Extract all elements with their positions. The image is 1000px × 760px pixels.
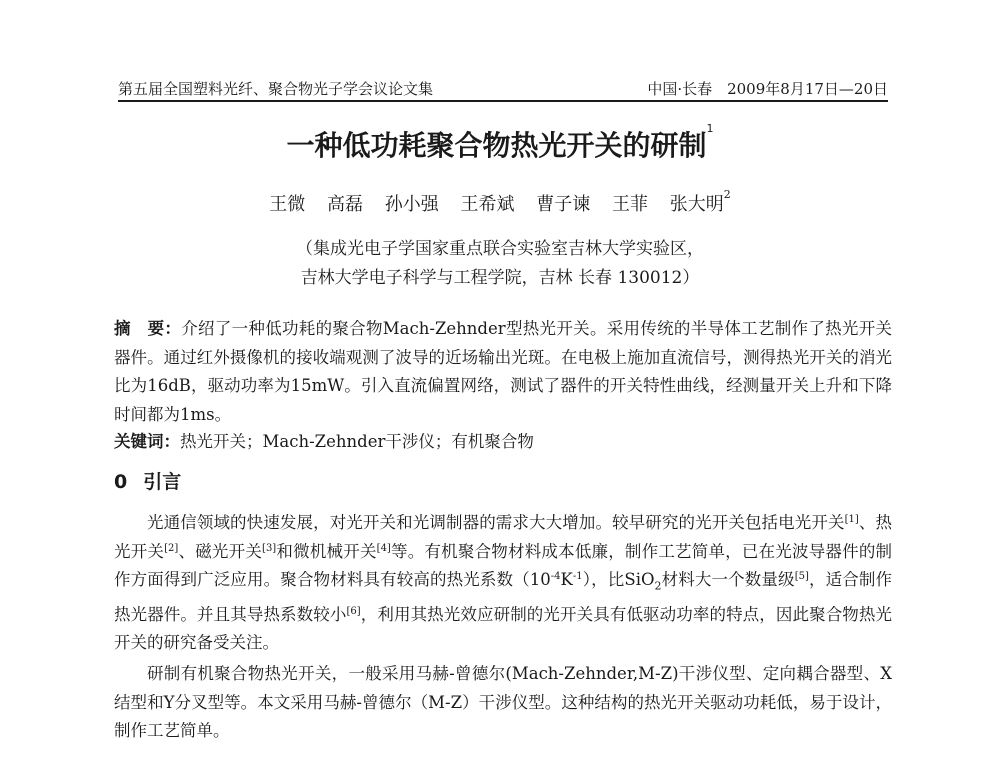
abstract-text: 介绍了一种低功耗的聚合物Mach-Zehnder型热光开关。采用传统的半导体工艺制作了热光开关器件。通过红外摄像机的接收端观测了波导的近场输出光斑。在电极上施加直流信号，测得热光开关的消光比为16dB，驱动功率为15mW。引入直流偏置网络，测试了器件的开关特性曲线，经测量开关上升和下降时间都为1ms。 xyxy=(114,319,893,424)
title-footnote-mark: 1 xyxy=(706,122,714,135)
subscript: 2 xyxy=(654,579,662,593)
text-run: 光通信领域的快速发展，对光开关和光调制器的需求大大增加。较早研究的光开关包括电光开关 xyxy=(147,513,845,532)
author-list xyxy=(0,190,1000,216)
text-run: 、磁光开关 xyxy=(178,541,263,561)
author: 孙小强 xyxy=(384,194,439,215)
keywords xyxy=(114,428,892,457)
author: 王微 xyxy=(269,194,306,215)
citation: [6] xyxy=(346,605,361,617)
text-run: ），比SiO xyxy=(582,570,655,589)
affiliation-line-1: （集成光电子学国家重点联合实验室吉林大学实验区， xyxy=(296,239,704,259)
header-location-date: 中国·长春 2009年8月17日—20日 xyxy=(647,80,888,98)
author-with-mark xyxy=(669,188,731,215)
citation: [4] xyxy=(376,542,391,554)
exponent: -1 xyxy=(572,571,583,582)
section-title: 引言 xyxy=(143,471,182,493)
running-header xyxy=(118,74,888,102)
abstract xyxy=(114,315,892,429)
text-run: K xyxy=(560,570,573,589)
author: 王菲 xyxy=(611,194,648,215)
text-run: 和微机械开关 xyxy=(276,541,377,561)
author: 张大明 xyxy=(669,194,724,215)
paper-title xyxy=(0,124,1000,164)
text-run: ，利用其热光效应研制的光开关具有低驱动功率的特点，因此聚合物热光开关的研究备受关注。 xyxy=(114,604,893,653)
text-run: ，适合制作热光器件。并且其导热系数较小 xyxy=(114,570,893,624)
section-heading xyxy=(114,467,181,494)
keywords-text: 热光开关；Mach-Zehnder干涉仪；有机聚合物 xyxy=(180,432,534,451)
exponent: -4 xyxy=(550,571,561,582)
intro-paragraph-2: 研制有机聚合物热光开关，一般采用马赫-曾德尔(Mach-Zehnder,M-Z)干涉仪型、定向耦合器型、X结型和Y分叉型等。本文采用马赫-曾德尔（M-Z）干涉仪型。这种结构的热光开关驱动功耗低，易于设计，制作工艺简单。 xyxy=(114,664,892,740)
author: 高磊 xyxy=(327,194,364,215)
abstract-label: 摘 要： xyxy=(114,319,182,338)
keywords-label: 关键词： xyxy=(114,432,180,451)
author-footnote-mark: 2 xyxy=(723,188,731,201)
header-proceedings-name: 第五届全国塑料光纤、聚合物光子学会议论文集 xyxy=(118,80,434,98)
citation: [3] xyxy=(262,542,277,554)
text-run: 等。有机聚合物材料成本低廉，制作工艺简单，已在光波导器件的制作方面得到广泛应用。聚合物材料具有较高的热光系数（10 xyxy=(114,541,893,589)
paper-title-text: 一种低功耗聚合物热光开关的研制 xyxy=(286,129,707,162)
affiliation-line-2: 吉林大学电子科学与工程学院，吉林 长春 130012） xyxy=(300,268,700,288)
section-number: 0 xyxy=(114,471,128,493)
author: 曹子谏 xyxy=(536,194,591,215)
text-run: 、热光开关 xyxy=(114,513,893,561)
citation: [1] xyxy=(844,514,859,525)
text-run: 材料大一个数量级 xyxy=(661,570,795,589)
citation: [2] xyxy=(164,542,179,554)
intro-paragraph-1 xyxy=(114,509,892,658)
author: 王希斌 xyxy=(460,194,515,215)
citation: [5] xyxy=(794,571,809,582)
